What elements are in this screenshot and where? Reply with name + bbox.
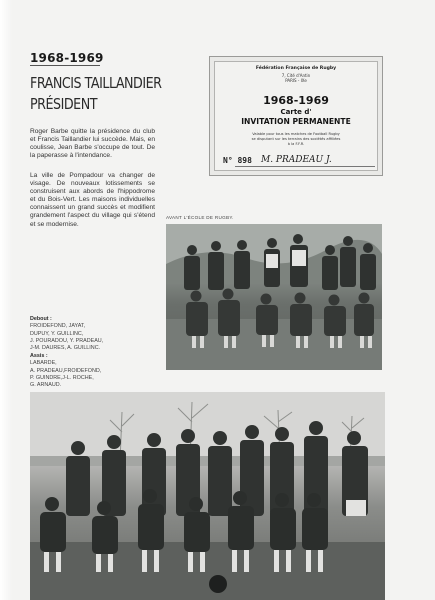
card-validity-line-2: se disputant sur les terrains des sociétés affiliées <box>251 137 341 141</box>
card-federation: Fédération Française de Rugby <box>255 66 337 71</box>
roster-standing <box>30 316 150 352</box>
roster-standing-line-3: J. POURADOU, Y. PRADEAU, <box>30 337 104 344</box>
card-validity-line-1: Valable pour tous les matches de Football Rugby <box>252 132 340 136</box>
roster-standing-line-4: J-M. DAURES, A. GUILLINC. <box>30 345 101 352</box>
headline <box>30 73 161 115</box>
roster-seated-line-4: G. ARNAUD. <box>30 382 62 389</box>
card-address-line-2: PARIS - IXe <box>285 78 307 83</box>
roster-seated-line-3: P. GUINDRE,J-L. ROCHE, <box>30 374 94 381</box>
season-underline <box>30 65 100 66</box>
photo-caption: AVANT L'ÉCOLE DE RUGBY. <box>166 215 234 220</box>
page-gutter <box>0 0 12 600</box>
roster-standing-line-1: FROIDEFOND, JAYAT, <box>30 323 86 330</box>
card-address-line-1: 7, Cité d'Antin <box>281 73 311 78</box>
card-validity-line-3: à la F.F.R. <box>287 142 305 146</box>
roster-seated <box>30 353 150 389</box>
roster-seated-label: Assis : <box>30 353 48 359</box>
senior-team-photo-art <box>30 392 385 600</box>
roster-seated-line-2: A. PRADEAU,FROIDEFOND, <box>30 367 102 374</box>
card-signature-line <box>235 166 375 167</box>
youth-team-photo-art <box>166 224 382 370</box>
roster-standing-label: Debout : <box>30 316 52 322</box>
invitation-card-inner <box>214 61 378 171</box>
headline-line-2: PRÉSIDENT <box>30 95 98 113</box>
card-holder: M. PRADEAU J. <box>261 155 332 165</box>
senior-team-photo <box>30 392 385 600</box>
invitation-card <box>209 56 383 176</box>
headline-line-1: FRANCIS TAILLANDIER <box>30 74 162 92</box>
card-type-line-1: Carte d' <box>280 108 312 116</box>
roster-standing-line-2: DUPUY, Y. GUILLINC, <box>30 330 84 337</box>
season-heading: 1968-1969 <box>30 51 104 65</box>
paragraph-2: La ville de Pompadour va changer de visage. De nouveaux lotissements se construisent aux abords de l'hippodrome et du Bois-Vert. Les maisons individuelles connaissent un grand succès et modifient grandement l'aspect du village qui s'étend et se modernise. <box>30 172 155 228</box>
paragraph-1: Roger Barbe quitte la présidence du club et Francis Taillandier lui succède. Mais, en coulisse, Jean Barbe s'occupe de tout. De la paperasse à l'intendance. <box>30 128 155 160</box>
roster-seated-line-1: LABARDE, <box>30 360 57 367</box>
youth-team-photo <box>166 224 382 370</box>
card-season: 1968-1969 <box>263 94 329 107</box>
card-number: N° 898 <box>223 156 252 165</box>
rugby-ball <box>209 575 227 593</box>
card-type-line-2: INVITATION PERMANENTE <box>241 117 351 126</box>
